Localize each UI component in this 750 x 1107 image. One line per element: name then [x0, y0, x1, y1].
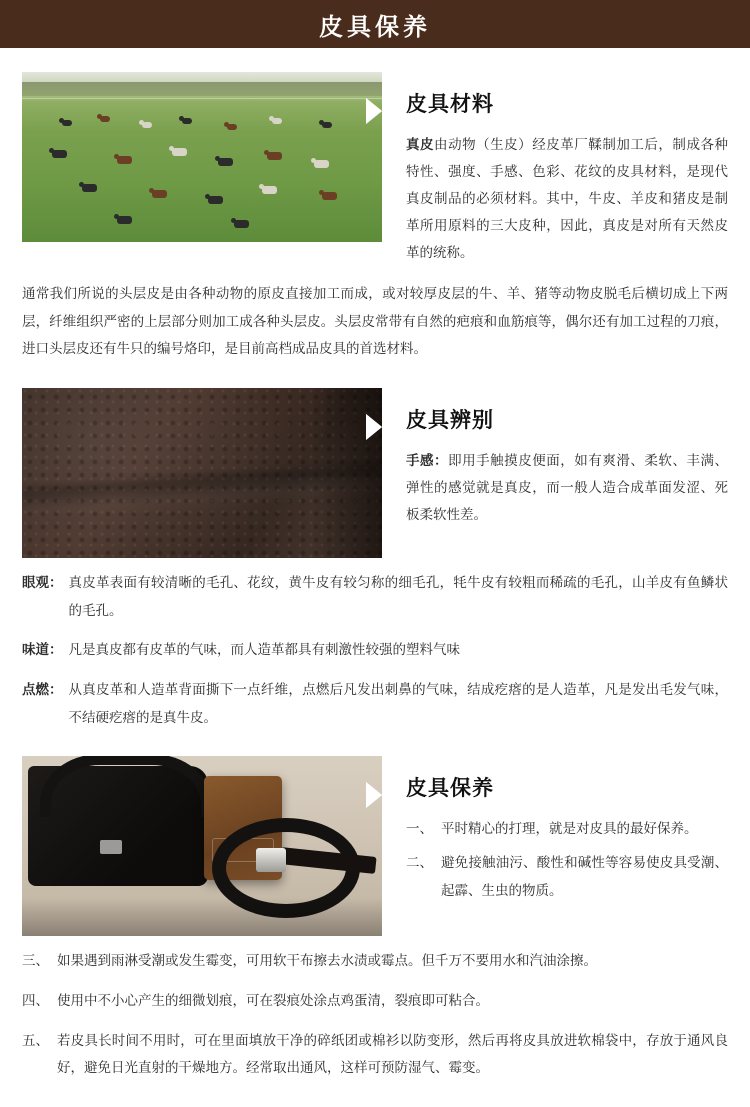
page-header [0, 0, 750, 48]
bag-wallet-belt-photo [22, 756, 382, 936]
care-item-number: 三、 [22, 953, 49, 970]
care-text-block [398, 756, 728, 905]
care-item-text: 若皮具长时间不用时，可在里面填放干净的碎纸团或棉衫以防变形，然后再将皮具放进软棉袋中，存放于通风良好，避免日光直射的干燥地方。经常取出通风，这样可预防湿气、霉变。 [57, 1032, 728, 1077]
section-title-materials: 皮具材料 [406, 92, 494, 116]
materials-media-row [22, 72, 728, 267]
identify-lead-text: 即用手触摸皮便面，如有爽滑、柔软、丰满、弹性的感觉就是真皮，而一般人造合成革面发涩、死板柔软性差。 [406, 453, 729, 524]
care-item [406, 816, 728, 844]
identify-item [22, 677, 728, 732]
identify-item [22, 637, 728, 665]
cow-figure [227, 124, 237, 130]
care-item [22, 1028, 728, 1083]
care-item-text: 平时精心的打理，就是对皮具的最好保养。 [441, 821, 698, 838]
section-identify [0, 388, 750, 732]
care-item-number: 五、 [22, 1032, 49, 1049]
photo-pointer-arrow [366, 782, 382, 808]
materials-text-block [398, 72, 728, 267]
bottom-spacer [22, 1083, 728, 1107]
identify-item [22, 570, 728, 625]
care-item-text: 使用中不小心产生的细微划痕，可在裂痕处涂点鸡蛋清，裂痕即可粘合。 [57, 993, 489, 1010]
photo-bottom-shadow [22, 898, 382, 936]
cow-figure [314, 160, 329, 168]
identify-lead-paragraph [406, 448, 728, 529]
identify-item-text: 真皮革表面有较清晰的毛孔、花纹，黄牛皮有较匀称的细毛孔，牦牛皮有较粗而稀疏的毛孔，山羊皮有鱼鳞状的毛孔。 [68, 575, 728, 619]
materials-lead-keyword: 真皮 [406, 137, 435, 153]
identify-item-text: 凡是真皮都有皮革的气味，而人造革都具有刺激性较强的塑料气味 [68, 642, 460, 659]
identify-media-row [22, 388, 728, 558]
cow-figure [322, 122, 332, 128]
care-item [22, 948, 728, 976]
cow-figure [117, 156, 132, 164]
treeline-band [22, 82, 382, 96]
care-item [22, 988, 728, 1016]
leather-texture-photo [22, 388, 382, 558]
identify-item-label: 点燃： [22, 682, 63, 699]
cow-figure [172, 148, 187, 156]
photo-pointer-arrow [366, 98, 382, 124]
care-item-text: 避免接触油污、酸性和碱性等容易使皮具受潮、起霹、生虫的物质。 [441, 855, 728, 899]
cow-figure [182, 118, 192, 124]
care-item-number: 一、 [406, 821, 433, 838]
bag-strap-shape [40, 756, 212, 817]
cow-figure [272, 118, 282, 124]
cow-figure [82, 184, 97, 192]
identify-text-block [398, 388, 728, 529]
fence-line [22, 98, 382, 99]
cow-figure [267, 152, 282, 160]
materials-lead-text: 由动物（生皮）经皮革厂鞣制加工后，制成各种特性、强度、手感、色彩、花纹的皮具材料，是现代真皮制品的必须材料。其中，牛皮、羊皮和猪皮是制革所用原料的三大皮种，因此，真皮是对所有天然皮革的统称。 [406, 137, 729, 261]
care-media-row [22, 756, 728, 936]
section-care [0, 756, 750, 1107]
care-item-number: 四、 [22, 993, 49, 1010]
materials-detail-paragraph: 通常我们所说的头层皮是由各种动物的原皮直接加工而成，或对较厚皮层的牛、羊、猪等动物皮脱毛后横切成上下两层，纤维组织严密的上层部分则加工成各种头层皮。头层皮常带有自然的疤痕和血筋痕等，偶尔还有加工过程的刀痕，进口头层皮还有牛只的编号烙印，是目前高档成品皮具的首选材料。 [22, 286, 728, 358]
section-title-care: 皮具保养 [406, 776, 494, 801]
cow-figure [117, 216, 132, 224]
section-title-identify: 皮具辨别 [406, 408, 494, 433]
cow-figure [208, 196, 223, 204]
identify-lead-keyword: 手感： [406, 453, 449, 470]
care-item-number: 二、 [406, 855, 433, 872]
care-item [406, 850, 728, 905]
cattle-pasture-photo [22, 72, 382, 242]
identify-item-text: 从真皮革和人造革背面撕下一点纤维，点燃后凡发出刺鼻的气味，结成疙瘩的是人造革，凡是发出毛发气味，不结硬疙瘩的是真牛皮。 [68, 682, 728, 726]
cow-figure [262, 186, 277, 194]
bag-buckle-shape [100, 840, 122, 854]
cow-figure [100, 116, 110, 122]
cow-figure [218, 158, 233, 166]
section-materials [0, 72, 750, 364]
cow-figure [152, 190, 167, 198]
photo-pointer-arrow [366, 414, 382, 440]
cow-figure [142, 122, 152, 128]
cow-figure [62, 120, 72, 126]
identify-item-label: 眼观： [22, 575, 63, 592]
cow-figure [52, 150, 67, 158]
cow-figure [322, 192, 337, 200]
page-title: 皮具保养 [319, 12, 431, 41]
identify-item-label: 味道： [22, 642, 63, 659]
care-item-text: 如果遇到雨淋受潮或发生霉变，可用软干布擦去水渍或霉点。但千万不要用水和汽油涂擦。 [57, 953, 597, 970]
belt-buckle-shape [256, 848, 286, 872]
cow-figure [234, 220, 249, 228]
care-inner-list [406, 816, 728, 905]
materials-lead-paragraph [406, 132, 728, 267]
